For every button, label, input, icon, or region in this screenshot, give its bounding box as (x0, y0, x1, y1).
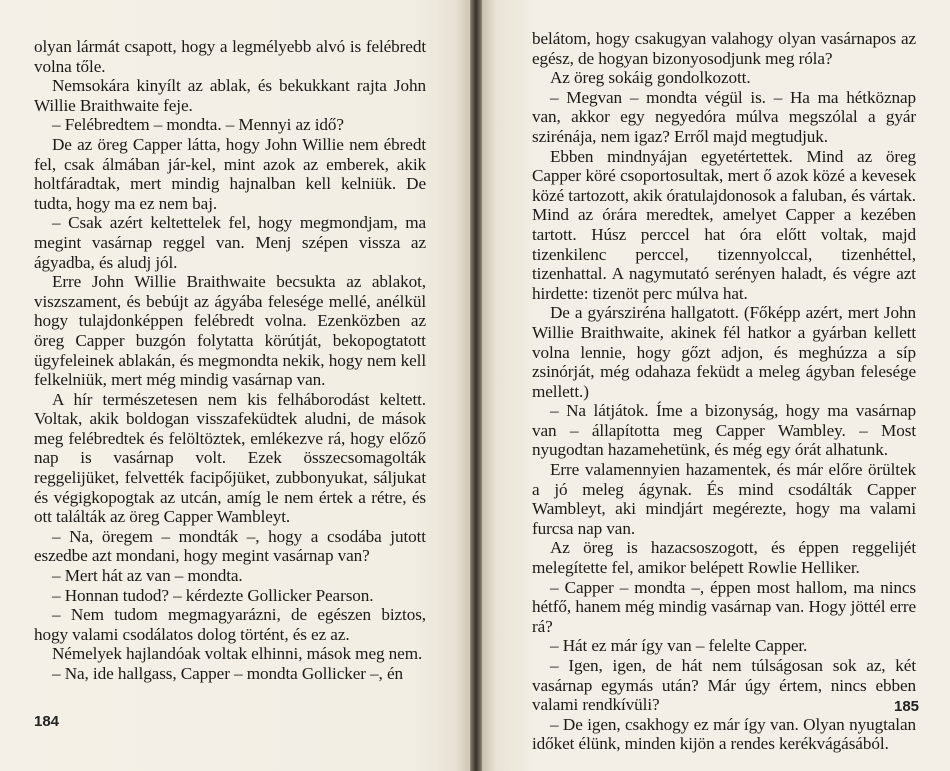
paragraph: De az öreg Capper látta, hogy John Willie nem ébredt fel, csak álmában jár-kel, mint azok az emberek, akik holtfáradtak, mert mindig hajnalban kell kelniük. De tudta, hogy ma ez nem baj. (34, 134, 426, 213)
paragraph: – Honnan tudod? – kérdezte Gollicker Pearson. (52, 585, 374, 605)
paragraph: Nemsokára kinyílt az ablak, és bekukkant rajta John Willie Braithwaite feje. (34, 76, 426, 115)
paragraph: – Na, ide hallgass, Capper – mondta Gollicker –, én (52, 664, 403, 683)
right-page (482, 0, 950, 771)
paragraph: – Mert hát az van – mondta. (52, 566, 243, 586)
paragraph: – Igen, igen, de hát nem túlságosan sok az, két vasárnap egymás után? Már úgy értem, nincs ebben valami rendkívüli? (532, 656, 916, 715)
paragraph: Erre John Willie Braithwaite becsukta az ablakot, viszszament, és bebújt az ágyába felesége mellé, anélkül hogy tulajdonképpen felébredt volna. Ezenközben az öreg Capper buzgón folytatta körútját, bekopogtatott ügyfeleinek ablakán, és megmondta nekik, hogy nem kell felkelniük, mert még mindig vasárnap van. (34, 272, 426, 390)
paragraph: Némelyek hajlandóak voltak elhinni, mások meg nem. (52, 644, 423, 664)
paragraph: – Na, öregem – mondták –, hogy a csodába jutott eszedbe azt mondani, hogy megint vasárnap van? (34, 526, 426, 566)
right-page-text (532, 29, 916, 754)
paragraph: – Hát ez már így van – felelte Capper. (550, 636, 808, 656)
paragraph: – Nem tudom megmagyarázni, de egészen biztos, hogy valami csodálatos dolog történt, és ez az. (34, 605, 426, 644)
paragraph: belátom, hogy csakugyan valahogy olyan vasárnapos az egész, de hogyan bizonyosodjunk meg róla? (532, 29, 916, 68)
paragraph: – Csak azért keltettelek fel, hogy megmondjam, ma megint vasárnap reggel van. Menj szépen vissza az ágyadba, és aludj jól. (34, 213, 426, 272)
paragraph: De a gyársziréna hallgatott. (Főképp azért, mert John Willie Braithwaite, akinek fél hatkor a gyárban kellett volna lennie, hogy gőzt adjon, és meghúzza a síp zsinórját, még odahaza feküdt a meleg ágyban felesége mellett.) (532, 303, 916, 401)
left-page-text (34, 37, 426, 684)
page-number-right: 185 (894, 698, 920, 715)
paragraph: – Capper – mondta –, éppen most hallom, ma nincs hétfő, hanem még mindig vasárnap van. Hogy jöttél erre rá? (532, 577, 916, 636)
paragraph: A hír természetesen nem kis felháborodást keltett. Voltak, akik boldogan visszafeküdtek aludni, de mások meg felébredtek és felöltöztek, emlékezve rá, hogy előző nap is vasárnap volt. Ezek összecsomagolták reggelijüket, felvették facipőjüket, zubbonyukat, sáljukat és végigkopogtak az utcán, amíg le nem értek a rétre, és ott találták az öreg Capper Wambleyt. (34, 389, 426, 527)
paragraph: Ebben mindnyájan egyetértettek. Mind az öreg Capper köré csoportosultak, mert ő azok közé a kevesek közé tartozott, akik óratulajdonosok a faluban, és vártak. Mind az órára meredtek, amelyet Capper a kezében tartott. Húsz perccel hat óra előtt voltak, majd tizenkilenc perccel, tizennyolccal, tizenhéttel, tizenhattal. A nagymutató serényen haladt, és végre azt hirdette: tizenöt perc múlva hat. (532, 146, 916, 303)
paragraph: Erre valamennyien hazamentek, és már előre örültek a jó meleg ágynak. És mind csodálták Capper Wambleyt, aki mindjárt megérezte, hogy ma valami furcsa nap van. (532, 460, 916, 538)
book-gutter (470, 0, 482, 771)
paragraph: – Megvan – mondta végül is. – Ha ma hétköznap van, akkor egy negyedóra múlva megszólal a gyár szirénája, nem igaz? Erről majd megtudjuk. (532, 87, 916, 146)
paragraph: olyan lármát csapott, hogy a legmélyebb alvó is felébredt volna tőle. (34, 37, 426, 76)
paragraph: – De igen, csakhogy ez már így van. Olyan nyugtalan időket élünk, minden kijön a rendes kerékvágásából. (532, 714, 916, 754)
paragraph: Az öreg is hazacsoszogott, és éppen reggelijét melegítette fel, amikor belépett Rowlie Helliker. (532, 538, 916, 578)
paragraph: – Na látjátok. Íme a bizonyság, hogy ma vasárnap van – állapította meg Capper Wambley. – Most nyugodtan hazamehetünk, és még egy órát alhatunk. (532, 401, 916, 460)
page-number-left: 184 (34, 713, 60, 730)
left-page (0, 0, 470, 771)
paragraph: Az öreg sokáig gondolkozott. (550, 68, 751, 88)
paragraph: – Felébredtem – mondta. – Mennyi az idő? (52, 115, 344, 135)
